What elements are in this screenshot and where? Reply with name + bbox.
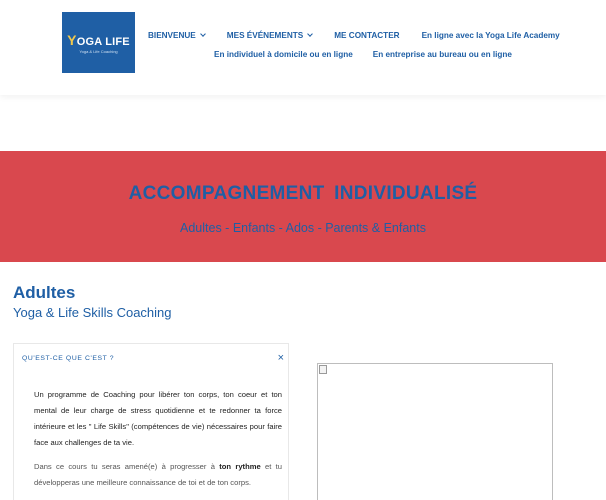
nav-item-yoga-life-academy[interactable] (422, 31, 560, 40)
hero-title: ACCOMPAGNEMENT INDIVIDUALISÉ (128, 183, 478, 204)
accordion-header[interactable] (14, 344, 290, 374)
paragraph-text: et tu développeras une meilleure connaissance de toi et de ton corps. (34, 462, 282, 487)
broken-image-icon (319, 365, 327, 374)
hero-banner (0, 151, 606, 262)
section-subtitle: Yoga & Life Skills Coaching (13, 305, 172, 320)
nav-item-label: BIENVENUE (148, 31, 196, 40)
accordion-title: QU'EST-CE QUE C'EST ? (22, 355, 115, 362)
main-nav-row-1 (148, 31, 582, 40)
logo-text: YOGA LIFE (67, 31, 130, 48)
accordion-panel (13, 343, 289, 500)
main-nav-row-2 (214, 50, 532, 59)
nav-item-label: En ligne avec la Yoga Life Academy (421, 31, 560, 40)
close-icon[interactable]: × (277, 352, 284, 364)
logo-tagline: Yoga & Life Coaching (79, 48, 118, 54)
accordion-body (34, 387, 282, 499)
chevron-down-icon (307, 31, 313, 37)
site-header (0, 0, 606, 95)
section-title: Adultes (13, 283, 76, 302)
nav-item-label: En entreprise au bureau ou en ligne (372, 50, 512, 59)
nav-item-bienvenue[interactable] (148, 31, 205, 40)
hero-subtitle: Adultes - Enfants - Ados - Parents & Enfants (180, 221, 426, 235)
paragraph-text: Dans ce cours tu seras amené(e) à progresser à (34, 462, 220, 471)
image-placeholder (317, 363, 553, 500)
logo[interactable] (62, 12, 135, 73)
nav-item-individuel[interactable] (214, 50, 353, 59)
nav-item-mes-evenements[interactable] (227, 31, 312, 40)
nav-item-me-contacter[interactable] (334, 31, 399, 40)
accordion-paragraph-1: Un programme de Coaching pour libérer ton corps, ton coeur et ton mental de leur charge de stress quotidienne et te redonner ta force intérieure et les " Life Skills" (compétences de vie) nécessaires pour faire face aux challenges de ta vie. (34, 390, 282, 447)
chevron-down-icon (200, 31, 206, 37)
nav-item-label: ME CONTACTER (334, 31, 400, 40)
accordion-paragraph-2 (34, 459, 282, 491)
nav-item-entreprise[interactable] (373, 50, 512, 59)
nav-item-label: MES ÉVÉNEMENTS (226, 31, 304, 40)
paragraph-emphasis: ton rythme (219, 462, 261, 471)
nav-item-label: En individuel à domicile ou en ligne (214, 50, 353, 59)
